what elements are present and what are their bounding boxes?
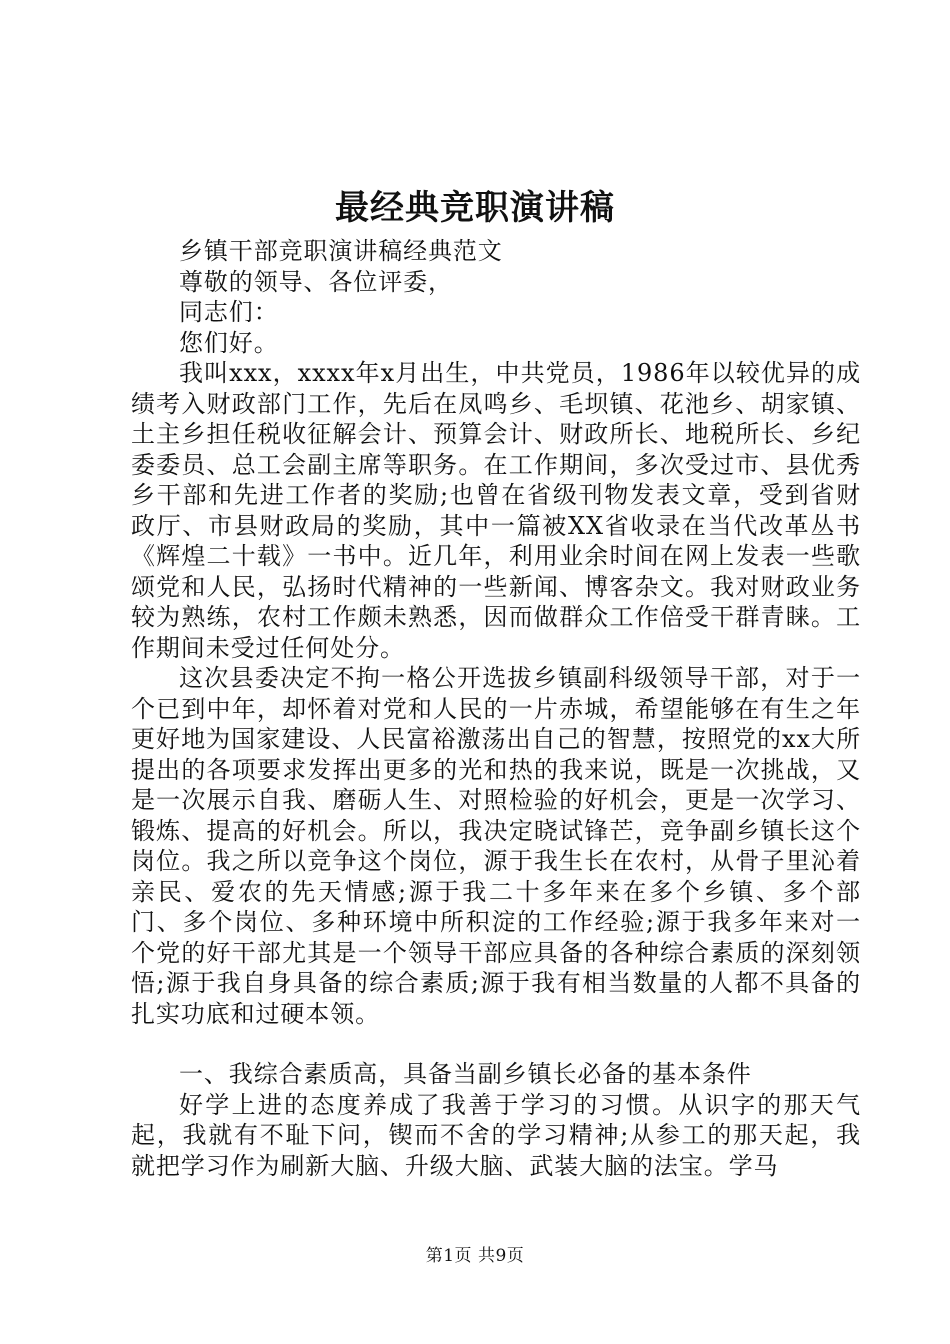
salutation-paragraph: 尊敬的领导、各位评委， (179, 267, 453, 296)
document-body (131, 236, 861, 1181)
salutation-paragraph: 同志们： (179, 298, 279, 326)
subtitle-paragraph: 乡镇干部竞职演讲稿经典范文 (179, 237, 503, 265)
page-footer: 第1页 共9页 (425, 1246, 525, 1266)
body-paragraph: 好学上进的态度养成了我善于学习的习惯。从识字的那天气起，我就有不耻下问，锲而不舍的学习精神;从参工的那天起，我就把学习作为刷新大脑、升级大脑、武装大脑的法宝。学马 (131, 1090, 861, 1180)
body-paragraph: 这次县委决定不拘一格公开选拔乡镇副科级领导干部，对于一个已到中年，却怀着对党和人民的一片赤城，希望能够在有生之年更好地为国家建设、人民富裕激荡出自己的智慧，按照党的xx大所提出的各项要求发挥出更多的光和热的我来说，既是一次挑战，又是一次展示自我、磨砺人生、对照检验的好机会，更是一次学习、锻炼、提高的好机会。所以，我决定晓试锋芒，竞争副乡镇长这个岗位。我之所以竞争这个岗位，源于我生长在农村，从骨子里沁着亲民、爱农的先天情感;源于我二十多年来在多个乡镇、多个部门、多个岗位、多种环境中所积淀的工作经验;源于我多年来对一个党的好干部尤其是一个领导干部应具备的各种综合素质的深刻领悟;源于我自身具备的综合素质;源于我有相当数量的人都不具备的扎实功底和过硬本领。 (131, 664, 861, 1028)
paragraph-spacer (131, 1029, 861, 1059)
document-title: 最经典竞职演讲稿 (335, 188, 615, 228)
section-heading: 一、我综合素质高，具备当副乡镇长必备的基本条件 (179, 1060, 752, 1088)
greeting-paragraph: 您们好。 (179, 328, 279, 357)
body-paragraph: 我叫xxx，xxxx年x月出生，中共党员，1986年以较优异的成绩考入财政部门工作，先后在凤鸣乡、毛坝镇、花池乡、胡家镇、土主乡担任税收征解会计、预算会计、财政所长、地税所长、乡纪委委员、总工会副主席等职务。在工作期间，多次受过市、县优秀乡干部和先进工作者的奖励;也曾在省级刊物发表文章，受到省财政厅、市县财政局的奖励，其中一篇被XX省收录在当代改革丛书《辉煌二十载》一书中。近几年，利用业余时间在网上发表一些歌颂党和人民，弘扬时代精神的一些新闻、博客杂文。我对财政业务较为熟练，农村工作颇未熟悉，因而做群众工作倍受干群青睐。工作期间未受过任何处分。 (131, 359, 861, 662)
